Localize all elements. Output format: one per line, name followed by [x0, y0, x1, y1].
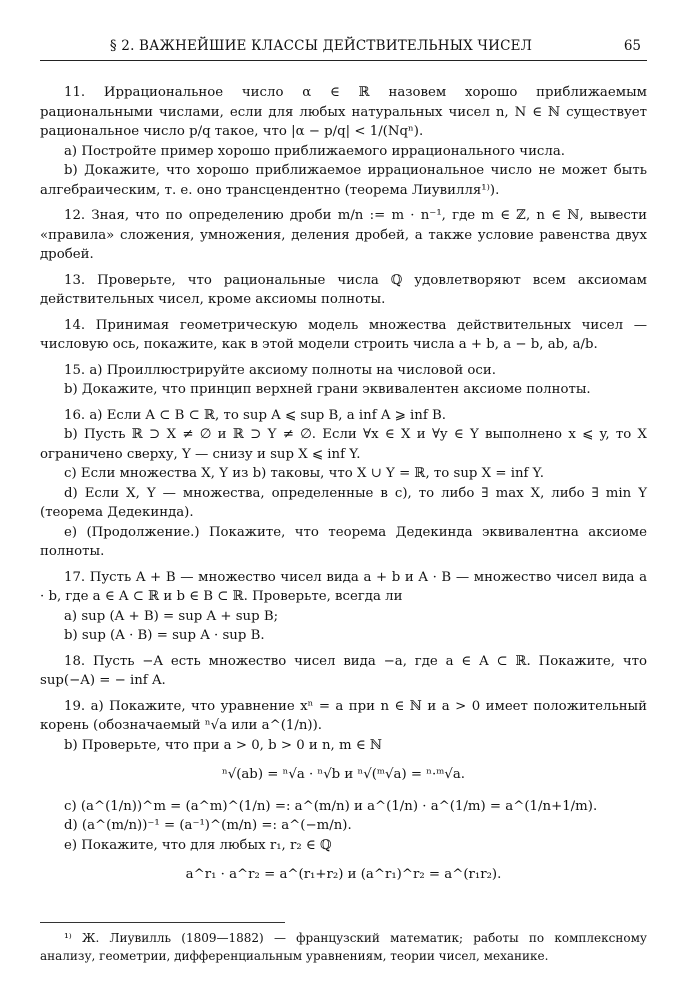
problem-16a: 16. a) Если A ⊂ B ⊂ ℝ, то sup A ⩽ sup B, a inf A ⩾ inf B.: [64, 407, 447, 423]
formula-roots: ⁿ√(ab) = ⁿ√a · ⁿ√b и ⁿ√(ᵐ√a) = ⁿ·ᵐ√a.: [221, 767, 466, 782]
problem-15b: b) Докажите, что принцип верхней грани эквивалентен аксиоме полноты.: [64, 382, 591, 397]
problem-17a: a) sup (A + B) = sup A + sup B;: [64, 608, 279, 624]
problem-16e: e) (Продолжение.) Покажите, что теорема Дедекинда эквивалентна аксиоме полноты.: [40, 524, 647, 559]
problem-12: 12. Зная, что по определению дроби m/n := m · n⁻¹, где m ∈ ℤ, n ∈ ℕ, вывести «правила» сложения, умножения, деления дробей, а также условие равенства двух дробей.: [40, 208, 647, 262]
page-number: 65: [623, 38, 641, 54]
problem-16c: c) Если множества X, Y из b) таковы, что X ∪ Y = ℝ, то sup X = inf Y.: [64, 466, 544, 481]
formula-rational-powers: a^r₁ · a^r₂ = a^(r₁+r₂) и (a^r₁)^r₂ = a^(r₁r₂).: [185, 867, 502, 882]
problem-15a: 15. a) Проиллюстрируйте аксиому полноты на числовой оси.: [64, 362, 496, 378]
running-header: [40, 36, 647, 61]
problem-16d: d) Если X, Y — множества, определенные в c), то либо ∃ max X, либо ∃ min Y (теорема Дедекинда).: [40, 485, 647, 520]
problem-19d: d) (a^(m/n))⁻¹ = (a⁻¹)^(m/n) =: a^(−m/n).: [64, 818, 352, 833]
problem-19c: c) (a^(1/n))^m = (a^m)^(1/n) =: a^(m/n) и a^(1/n) · a^(1/m) = a^(1/n+1/m).: [64, 798, 598, 814]
problem-17b: b) sup (A · B) = sup A · sup B.: [64, 628, 265, 643]
problem-19b: b) Проверьте, что при a > 0, b > 0 и n, m ∈ ℕ: [64, 737, 383, 753]
problem-13: 13. Проверьте, что рациональные числа ℚ удовлетворяют всем аксиомам действительных чисел, кроме аксиомы полноты.: [40, 272, 647, 307]
problem-18: 18. Пусть −A есть множество чисел вида −a, где a ∈ A ⊂ ℝ. Покажите, что sup(−A) = − inf A.: [40, 653, 647, 688]
problem-11: 11. Иррациональное число α ∈ ℝ назовем хорошо приближаемым рациональными числами, если для любых натуральных чисел n, N ∈ ℕ существует рациональное число p/q такое, что |α − p/q| < 1/(Nqⁿ).: [40, 85, 647, 139]
footnote-rule: [40, 922, 285, 923]
problem-19a: 19. a) Покажите, что уравнение xⁿ = a при n ∈ ℕ и a > 0 имеет положительный корень (обозначаемый ⁿ√a или a^(1/n)).: [40, 698, 647, 733]
footnote-text: ¹⁾ Ж. Лиувилль (1809—1882) — французский математик; работы по комплексному анализу, геометрии, дифференциальным уравнениям, теории чисел, механике.: [40, 931, 647, 963]
footnote: [40, 922, 647, 965]
problem-14: 14. Принимая геометрическую модель множества действительных чисел — числовую ось, покажите, как в этой модели строить числа a + b, a − b, ab, a/b.: [40, 317, 647, 352]
problem-11a: a) Постройте пример хорошо приближаемого иррационального числа.: [64, 143, 565, 159]
section-title: § 2. ВАЖНЕЙШИЕ КЛАССЫ ДЕЙСТВИТЕЛЬНЫХ ЧИСЕЛ: [109, 38, 533, 54]
problem-11b: b) Докажите, что хорошо приближаемое иррациональное число не может быть алгебраическим, т. е. оно трансцендентно (теорема Лиувилля¹⁾).: [40, 163, 647, 198]
problem-19e: e) Покажите, что для любых r₁, r₂ ∈ ℚ: [64, 837, 332, 853]
problem-16b: b) Пусть ℝ ⊃ X ≠ ∅ и ℝ ⊃ Y ≠ ∅. Если ∀x ∈ X и ∀y ∈ Y выполнено x ⩽ y, то X ограничено сверху, Y — снизу и sup X ⩽ inf Y.: [40, 427, 647, 462]
problem-17: 17. Пусть A + B — множество чисел вида a + b и A · B — множество чисел вида a · b, где a ∈ A ⊂ ℝ и b ∈ B ⊂ ℝ. Проверьте, всегда ли: [40, 569, 647, 604]
text-body: [40, 83, 647, 897]
